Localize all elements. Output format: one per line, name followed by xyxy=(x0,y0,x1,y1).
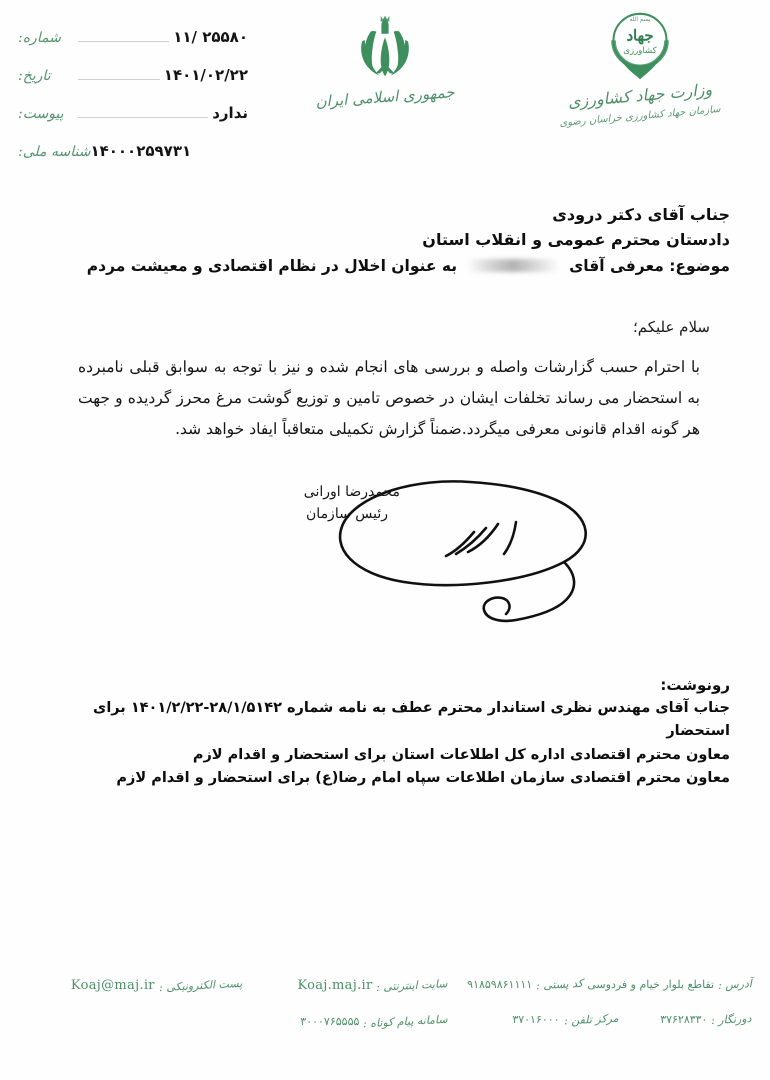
footer-address-label: آدرس : xyxy=(717,977,753,992)
footer-postal-value: ۹۱۸۵۹۸۶۱۱۱۱ xyxy=(467,978,533,991)
meta-rule xyxy=(78,78,160,80)
signatory-name: محمدرضا اورانی xyxy=(303,484,400,500)
jihad-keshavarzi-emblem-icon xyxy=(540,6,740,84)
addressee-title: دادستان محترم عمومی و انقلاب استان xyxy=(422,229,730,249)
cc-line-1: جناب آقای مهندس نظری استاندار محترم عطف به نامه شماره ۲۸/۱/۵۱۴۲-۱۴۰۱/۲/۲۲ برای استحضار xyxy=(93,700,730,740)
document-footer xyxy=(0,974,770,1066)
meta-value-attachment: ندارد xyxy=(212,104,248,122)
footer-fax-label: دورنگار : xyxy=(711,1011,753,1028)
footer-sms-row xyxy=(248,1012,449,1031)
meta-rule xyxy=(78,116,208,118)
svg-text:جهاد: جهاد xyxy=(626,27,654,45)
footer-web-column xyxy=(248,978,448,1050)
svg-text:کشاورزی: کشاورزی xyxy=(623,45,657,56)
footer-email-value[interactable]: Koaj@maj.ir xyxy=(70,978,155,993)
meta-row-national-id xyxy=(18,142,248,180)
cc-title: رونوشت: xyxy=(660,676,730,694)
subject-line xyxy=(40,257,730,275)
subject-prefix: موضوع: معرفی آقای xyxy=(569,256,730,275)
meta-row-number xyxy=(18,28,248,66)
ministry-logo-block xyxy=(540,6,740,130)
letter-body-text: با احترام حسب گزارشات واصله و بررسی های انجام شده و نیز با توجه به سوابق قبلی نامبرده به استحضار می رساند تخلفات ایشان در خصوص تامین و توزیع گوشت مرغ محرز گردیده و جهت هر گونه اقدام قانونی معرفی میگردد.ضمناً گزارش تکمیلی متعاقباً ایفاد خواهد شد. xyxy=(78,358,700,438)
footer-postal-label: کد پستی : xyxy=(535,976,584,993)
cc-block xyxy=(40,676,730,791)
national-emblem-caption: جمهوری اسلامی ایران xyxy=(314,83,456,111)
meta-rule xyxy=(78,40,169,42)
letter-meta-block xyxy=(18,28,248,180)
footer-phone-value: ۳۷۰۱۶۰۰۰ xyxy=(512,1013,560,1026)
meta-value-date: ۱۴۰۱/۰۲/۲۲ xyxy=(163,66,248,84)
footer-site-row xyxy=(248,978,448,993)
signatory-role: رئیس سازمان xyxy=(306,506,388,522)
meta-label-attachment: پیوست: xyxy=(18,106,64,122)
signature-block xyxy=(150,478,470,658)
svg-text:بسم الله: بسم الله xyxy=(629,16,651,23)
meta-row-date xyxy=(18,66,248,104)
footer-email-label: پست الکترونیکی : xyxy=(158,976,243,995)
footer-address-value: تقاطع بلوار خیام و فردوسی xyxy=(587,978,715,991)
meta-value-number: ۲۵۵۸۰ /۱۱ xyxy=(173,28,248,46)
national-emblem-block xyxy=(285,10,485,111)
footer-sms-label: سامانه پیام کوتاه : xyxy=(363,1012,449,1031)
meta-label-number: شماره: xyxy=(18,30,61,46)
meta-label-date: تاریخ: xyxy=(18,68,51,84)
addressee-name: جناب آقای دکتر درودی xyxy=(552,205,730,224)
cc-line-2: معاون محترم اقتصادی اداره کل اطلاعات استان برای استحضار و اقدام لازم xyxy=(192,746,730,763)
footer-site-label: سایت اینترنتی : xyxy=(376,977,449,994)
greeting-text: سلام علیکم؛ xyxy=(632,318,710,336)
footer-email-column xyxy=(32,978,242,1015)
cc-line-3: معاون محترم اقتصادی سازمان اطلاعات سپاه امام رضا(ع) برای استحضار و اقدام لازم xyxy=(116,770,730,787)
footer-site-value[interactable]: Koaj.maj.ir xyxy=(297,978,373,993)
ministry-caption-main: وزارت جهاد کشاورزی xyxy=(567,79,713,112)
footer-phone-row xyxy=(452,1013,752,1026)
subject-suffix: به عنوان اخلال در نظام اقتصادی و معیشت مردم xyxy=(86,256,458,275)
footer-address-row xyxy=(452,978,752,991)
handwritten-signature-icon xyxy=(320,470,620,649)
footer-sms-value: ۳۰۰۰۷۶۵۵۵۵ xyxy=(300,1015,360,1028)
footer-email-row xyxy=(32,978,242,993)
meta-row-attachment xyxy=(18,104,248,142)
footer-phone-label: مرکز تلفن : xyxy=(563,1011,619,1028)
meta-value-national-id: ۱۴۰۰۰۲۵۹۷۳۱ xyxy=(90,142,192,160)
addressee-block xyxy=(40,203,730,275)
meta-label-national-id: شناسه ملی: xyxy=(18,144,91,160)
redacted-name-block xyxy=(467,259,559,272)
footer-address-column xyxy=(452,978,752,1048)
ministry-caption-sub: سازمان جهاد کشاورزی خراسان رضوی xyxy=(559,103,721,130)
iran-emblem-icon xyxy=(285,10,485,82)
footer-fax-value: ۳۷۶۲۸۳۳۰ xyxy=(660,1013,708,1026)
